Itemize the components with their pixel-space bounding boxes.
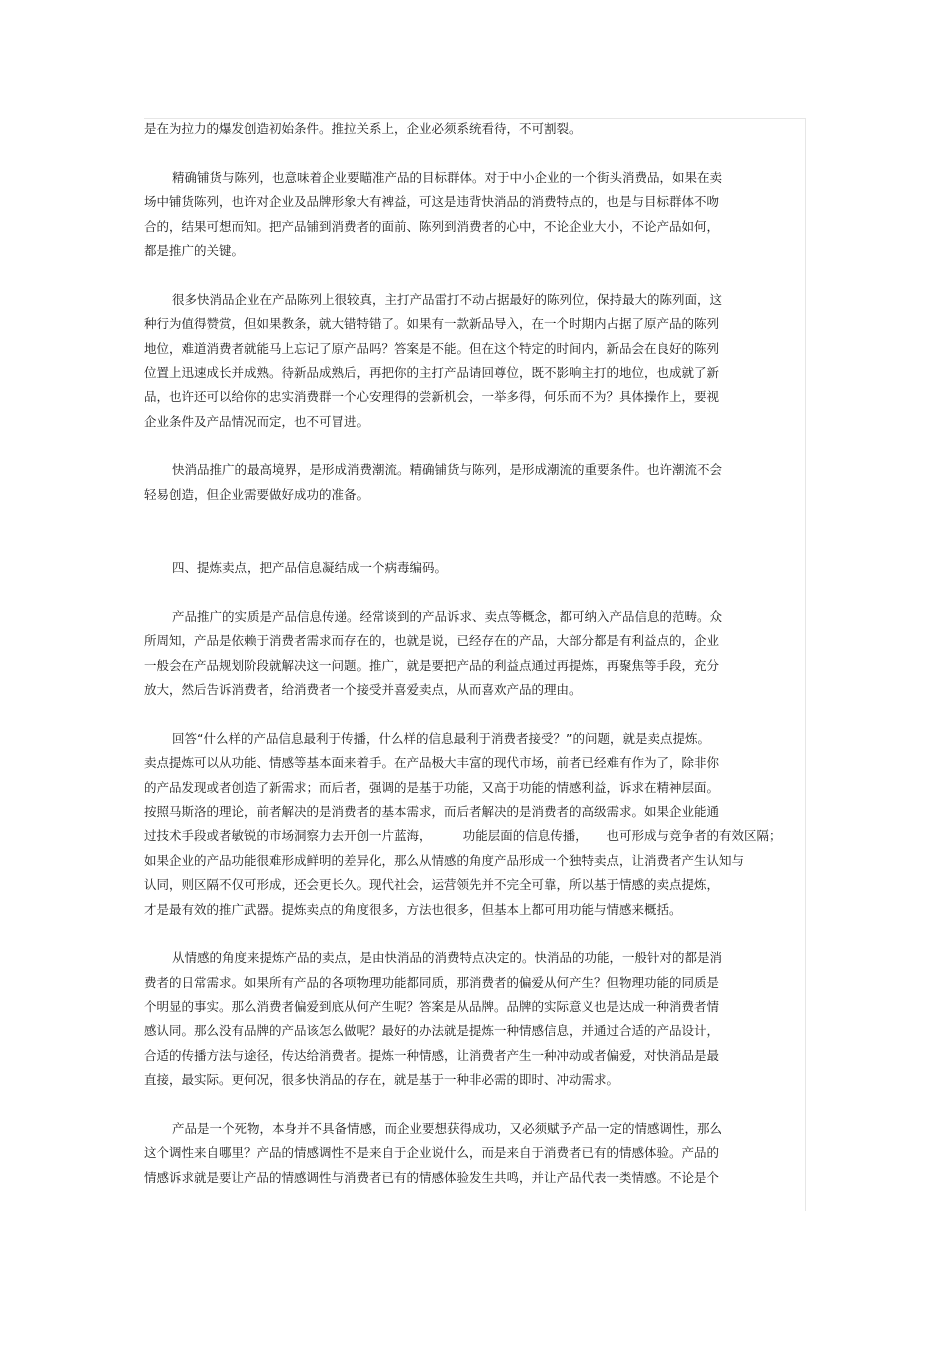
text-line: 位置上迅速成长并成熟。待新品成熟后，再把你的主打产品请回尊位，既不影响主打的地位，也成就了新 <box>144 364 720 380</box>
text-line: 感认同。那么没有品牌的产品该怎么做呢？最好的办法就是提炼一种情感信息，并通过合适的产品设计， <box>144 1023 720 1039</box>
section-heading-text: 四、提炼卖点，把产品信息凝结成一个病毒编码。 <box>172 560 448 576</box>
text-line: 企业条件及产品情况而定，也不可冒进。 <box>144 413 370 429</box>
section-heading <box>144 556 794 580</box>
text-line: 情感诉求就是要让产品的情感调性与消费者已有的情感体验发生共鸣，并让产品代表一类情感。不论是个 <box>144 1169 720 1185</box>
paragraph-5 <box>144 605 794 703</box>
text-line: 合的，结果可想而知。把产品铺到消费者的面前、陈列到消费者的心中，不论企业大小，不论产品如何， <box>144 218 720 234</box>
text-line: 一般会在产品规划阶段就解决这一问题。推广，就是要把产品的利益点通过再提炼，再聚焦等手段，充分 <box>144 657 720 673</box>
text-line: 都是推广的关键。 <box>144 242 245 258</box>
paragraph-6 <box>144 727 794 922</box>
text-line: 是在为拉力的爆发创造初始条件。推拉关系上，企业必须系统看待，不可割裂。 <box>144 121 582 136</box>
paragraph-3 <box>144 288 794 434</box>
text-line: 过技术手段或者敏锐的市场洞察力去开创一片蓝海， 功能层面的信息传播， 也可形成与竞争者的有效区隔； <box>144 828 782 844</box>
paragraph-4 <box>144 458 794 507</box>
text-line: 所周知，产品是依赖于消费者需求而存在的，也就是说，已经存在的产品，大部分都是有利益点的，企业 <box>144 633 720 649</box>
text-line: 如果企业的产品功能很难形成鲜明的差异化，那么从情感的角度产品形成一个独特卖点，让消费者产生认知与 <box>144 852 745 868</box>
text-line: 个明显的事实。那么消费者偏爱到底从何产生呢？答案是从品牌。品牌的实际意义也是达成一种消费者情 <box>144 999 720 1015</box>
text-line: 放大，然后告诉消费者，给消费者一个接受并喜爱卖点，从而喜欢产品的理由。 <box>144 682 582 697</box>
text-line: 种行为值得赞赏，但如果教条，就大错特错了。如果有一款新品导入，在一个时期内占据了原产品的陈列 <box>144 316 720 332</box>
text-line: 合适的传播方法与途径，传达给消费者。提炼一种情感，让消费者产生一种冲动或者偏爱，对快消品是最 <box>144 1047 720 1063</box>
text-line: 费者的日常需求。如果所有产品的各项物理功能都同质，那消费者的偏爱从何产生？但物理功能的同质是 <box>144 974 720 990</box>
text-line: 才是最有效的推广武器。提炼卖点的角度很多，方法也很多，但基本上都可用功能与情感来概括。 <box>144 901 682 917</box>
text-line: 产品推广的实质是产品信息传递。经常谈到的产品诉求、卖点等概念，都可纳入产品信息的范畴。众 <box>172 608 723 624</box>
text-line: 品，也许还可以给你的忠实消费群一个心安理得的尝新机会，一举多得，何乐而不为？具体操作上，要视 <box>144 389 720 405</box>
text-line: 从情感的角度来提炼产品的卖点，是由快消品的消费特点决定的。快消品的功能，一般针对的都是消 <box>172 950 723 966</box>
text-line: 直接，最实际。更何况，很多快消品的存在，就是基于一种非必需的即时、冲动需求。 <box>144 1072 620 1088</box>
text-line: 这个调性来自哪里？产品的情感调性不是来自于企业说什么，而是来自于消费者已有的情感体验。产品的 <box>144 1145 720 1161</box>
text-line: 回答“什么样的产品信息最利于传播，什么样的信息最利于消费者接受？”的问题，就是卖点提炼。 <box>172 730 710 746</box>
text-line: 轻易创造，但企业需要做好成功的准备。 <box>144 486 370 502</box>
paragraph-7 <box>144 946 794 1092</box>
text-line: 精确铺货与陈列，也意味着企业要瞄准产品的目标群体。对于中小企业的一个街头消费品，如果在卖 <box>172 169 723 185</box>
text-line: 很多快消品企业在产品陈列上很较真，主打产品雷打不动占据最好的陈列位，保持最大的陈列面，这 <box>172 291 723 307</box>
text-line: 快消品推广的最高境界，是形成消费潮流。精确铺货与陈列，是形成潮流的重要条件。也许潮流不会 <box>172 462 723 478</box>
text-line: 产品是一个死物，本身并不具备情感，而企业要想获得成功，又必须赋予产品一定的情感调性，那么 <box>172 1121 723 1137</box>
text-line: 的产品发现或者创造了新需求；而后者，强调的是基于功能，又高于功能的情感利益，诉求在精神层面。 <box>144 779 720 795</box>
paragraph-1 <box>144 117 794 141</box>
paragraph-2 <box>144 166 794 264</box>
text-line: 卖点提炼可以从功能、情感等基本面来着手。在产品极大丰富的现代市场，前者已经难有作为了，除非你 <box>144 755 720 771</box>
paragraph-8 <box>144 1117 794 1190</box>
text-line: 地位，难道消费者就能马上忘记了原产品吗？答案是不能。但在这个特定的时间内，新品会在良好的陈列 <box>144 340 720 356</box>
text-line: 认同，则区隔不仅可形成，还会更长久。现代社会，运营领先并不完全可靠，所以基于情感的卖点提炼， <box>144 877 720 893</box>
text-line: 按照马斯洛的理论，前者解决的是消费者的基本需求，而后者解决的是消费者的高级需求。如果企业能通 <box>144 803 720 819</box>
text-line: 场中铺货陈列，也许对企业及品牌形象大有裨益，可这是违背快消品的消费特点的，也是与目标群体不吻 <box>144 194 720 210</box>
document-body <box>144 117 794 1190</box>
